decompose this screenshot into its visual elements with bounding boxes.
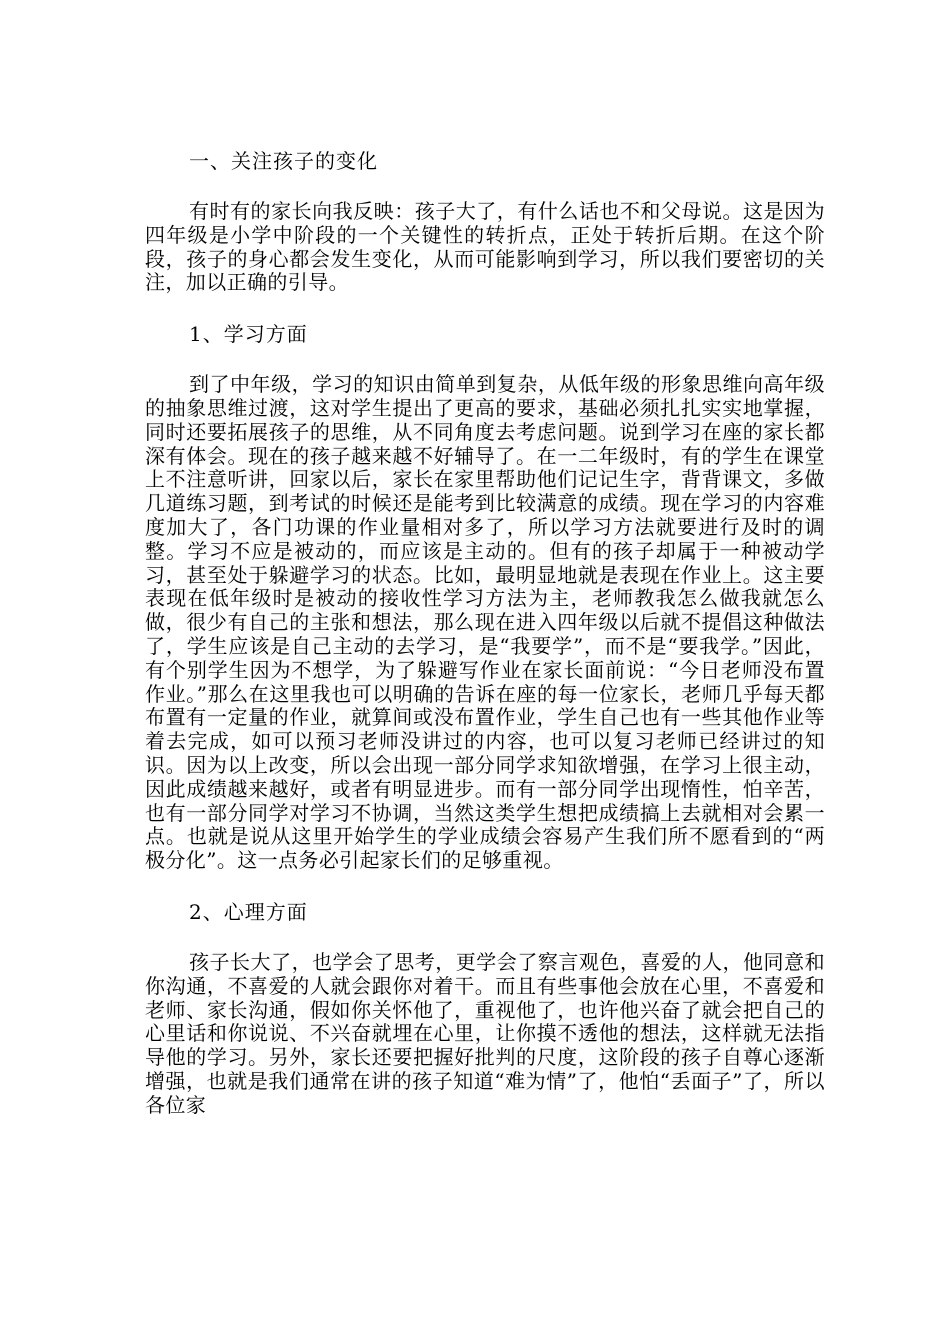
section-heading-1: 一、关注孩子的变化 — [189, 149, 378, 173]
section-paragraph-2: 到了中年级，学习的知识由简单到复杂，从低年级的形象思维向高年级的抽象思维过渡，这对学生提出了更高的要求，基础必须扎扎实实地掌握，同时还要拓展孩子的思维，从不同角度去考虑问题。说到学习在座的家长都深有体会。现在的孩子越来越不好辅导了。在一二年级时，有的学生在课堂上不注意听讲，回家以后，家长在家里帮助他们记记生字，背背课文，多做几道练习题，到考试的时候还是能考到比较满意的成绩。现在学习的内容难度加大了，各门功课的作业量相对多了，所以学习方法就要进行及时的调整。学习不应是被动的，而应该是主动的。但有的孩子却属于一种被动学习，甚至处于躲避学习的状态。比如，最明显地就是表现在作业上。这主要表现在低年级时是被动的接收性学习方法为主，老师教我怎么做我就怎么做，很少有自己的主张和想法，那么现在进入四年级以后就不提倡这种做法了，学生应该是自己主动的去学习，是“我要学”，而不是“要我学。”因此，有个别学生因为不想学，为了躲避写作业在家长面前说：“今日老师没布置作业。”那么在这里我也可以明确的告诉在座的每一位家长，老师几乎每天都布置有一定量的作业，就算间或没布置作业，学生自己也有一些其他作业等着去完成，如可以预习老师没讲过的内容，也可以复习老师已经讲过的知识。因为以上改变，所以会出现一部分同学求知欲增强，在学习上很主动，因此成绩越来越好，或者有明显进步。而有一部分同学出现惰性，怕辛苦，也有一部分同学对学习不协调，当然这类学生想把成绩搞上去就相对会累一点。也就是说从这里开始学生的学业成绩会容易产生我们所不愿看到的“两极分化”。这一点务必引起家长们的足够重视。 — [145, 372, 825, 873]
section-heading-3: 2、心理方面 — [189, 899, 308, 924]
document-body — [145, 148, 825, 1144]
section-paragraph-3: 孩子长大了，也学会了思考，更学会了察言观色，喜爱的人，他同意和你沟通，不喜爱的人就会跟你对着干。而且有些事他会放在心里，不喜爱和老师、家长沟通，假如你关怀他了，重视他了，也许他兴奋了就会把自己的心里话和你说说、不兴奋就埋在心里，让你摸不透他的想法，这样就无法指导他的学习。另外，家长还要把握好批判的尺度，这阶段的孩子自尊心逐渐增强，也就是我们通常在讲的孩子知道“难为情”了，他怕“丢面子”了，所以各位家 — [145, 949, 825, 1117]
section-heading-2: 1、学习方面 — [189, 322, 308, 347]
section-paragraph-1: 有时有的家长向我反映：孩子大了，有什么话也不和父母说。这是因为四年级是小学中阶段的一个关键性的转折点，正处于转折后期。在这个阶段，孩子的身心都会发生变化，从而可能影响到学习，所以我们要密切的关注，加以正确的引导。 — [145, 199, 825, 295]
